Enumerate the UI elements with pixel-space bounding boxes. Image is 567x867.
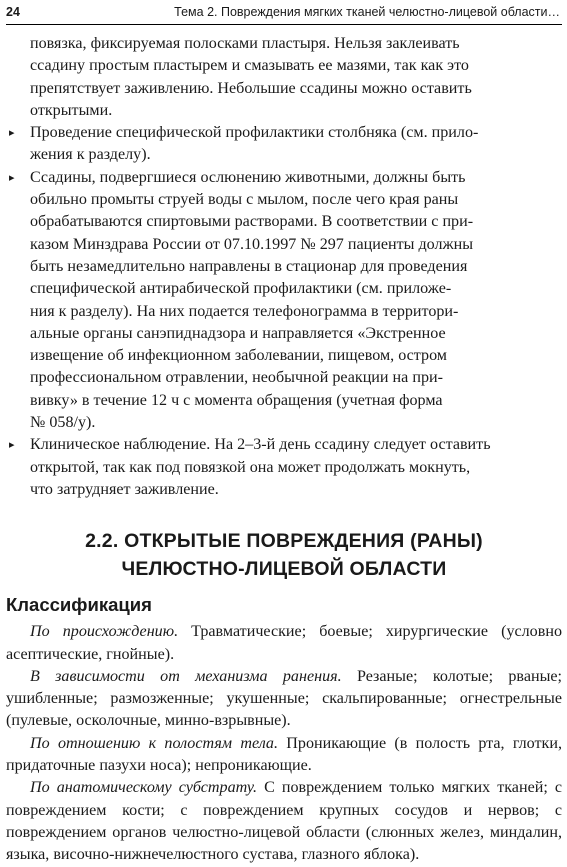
text-line: вивку» в течение 12 ч с момента обращения (учетная форма bbox=[30, 391, 443, 409]
text-line: альные органы санэпиднадзора и направляется «Экстренное bbox=[30, 324, 446, 342]
bullet-marker-icon: ▸ bbox=[9, 439, 15, 452]
text-line: профессиональном отравлении, необычной реакции на при- bbox=[30, 369, 443, 387]
classification-paragraph bbox=[6, 666, 562, 733]
classification-text: Резаные; колотые; рваные; ушибленные; размозженные; укушенные; скальпированные; огнестрельные (пулевые, осколочные, минно-взрывные). bbox=[6, 667, 563, 730]
page-number: 24 bbox=[6, 5, 20, 19]
classification-paragraph bbox=[6, 777, 562, 866]
classification-paragraph bbox=[6, 733, 562, 778]
text-line: специфической антирабической профилактики (см. приложе- bbox=[30, 280, 452, 298]
text-line: Клиническое наблюдение. На 2–3-й день ссадину следует оставить bbox=[30, 436, 491, 454]
intro-paragraph bbox=[6, 33, 562, 122]
text-line: повязка, фиксируемая полосками пластыря. Нельзя заклеивать bbox=[30, 35, 460, 52]
section-title-line: 2.2. ОТКРЫТЫЕ ПОВРЕЖДЕНИЯ (РАНЫ) bbox=[85, 530, 483, 553]
text-line: обрабатываются спиртовыми растворами. В соответствии с при- bbox=[30, 213, 474, 231]
section-title-line: ЧЕЛЮСТНО-ЛИЦЕВОЙ ОБЛАСТИ bbox=[121, 558, 447, 581]
classification-text: С повреждением только мягких тканей; с повреждением кости; с повреждением крупных сосудов и нервов; с повреждением органов челюстно-лицевой области (слюнных желез, миндалин, языка, височно-нижнечелюстного сустава, глазного яблока). bbox=[6, 779, 562, 864]
text-line: ния к разделу). На них подается телефонограмма в территори- bbox=[30, 302, 459, 320]
classification-paragraph bbox=[6, 621, 562, 666]
classification-text: Травматические; боевые; хирургические (условно асептические, гнойные). bbox=[6, 623, 562, 663]
text-line: открытой, так как под повязкой она может продолжать мокнуть, bbox=[30, 458, 471, 476]
text-line: Проведение специфической профилактики столбняка (см. прило- bbox=[30, 124, 479, 142]
classification-text: Проникающие (в полость рта, глотки, придаточные пазухи носа); непроникающие. bbox=[6, 734, 562, 775]
text-line: № 058/у). bbox=[30, 414, 96, 432]
text-line: открытыми. bbox=[30, 101, 113, 119]
text-line: что затрудняет заживление. bbox=[30, 480, 219, 498]
bullet-item bbox=[6, 122, 562, 167]
classification-label: По отношению к полостям тела. bbox=[30, 734, 278, 752]
text-line: извещение об инфекционном заболевании, пищевом, остром bbox=[30, 347, 447, 365]
text-line: обильно промыты струей воды с мылом, после чего края раны bbox=[30, 191, 459, 209]
text-line: Ссадины, подвергшиеся ослюнению животными, должны быть bbox=[30, 168, 466, 186]
subsection-heading: Классификация bbox=[6, 594, 152, 616]
text-line: препятствует заживлению. Небольшие ссадины можно оставить bbox=[30, 79, 472, 97]
running-header bbox=[6, 2, 562, 25]
text-line: казом Минздрава России от 07.10.1997 № 297 пациенты должны bbox=[30, 235, 474, 253]
bullet-marker-icon: ▸ bbox=[9, 171, 15, 184]
bullet-item bbox=[6, 434, 562, 501]
bullet-item bbox=[6, 167, 562, 435]
text-line: быть незамедлительно направлены в стационар для проведения bbox=[30, 257, 468, 275]
classification-label: В зависимости от механизма ранения. bbox=[30, 667, 342, 685]
text-line: ссадину простым пластырем и смазывать ее мазями, так как это bbox=[30, 57, 469, 75]
page-body bbox=[6, 33, 562, 867]
running-title: Тема 2. Повреждения мягких тканей челюстно-лицевой области… bbox=[174, 5, 560, 19]
classification-label: По происхождению. bbox=[30, 623, 179, 641]
text-line: жения к разделу). bbox=[30, 146, 151, 164]
bullet-marker-icon: ▸ bbox=[9, 127, 15, 140]
section-title bbox=[6, 527, 562, 583]
classification-label: По анатомическому субстрату. bbox=[30, 779, 258, 797]
